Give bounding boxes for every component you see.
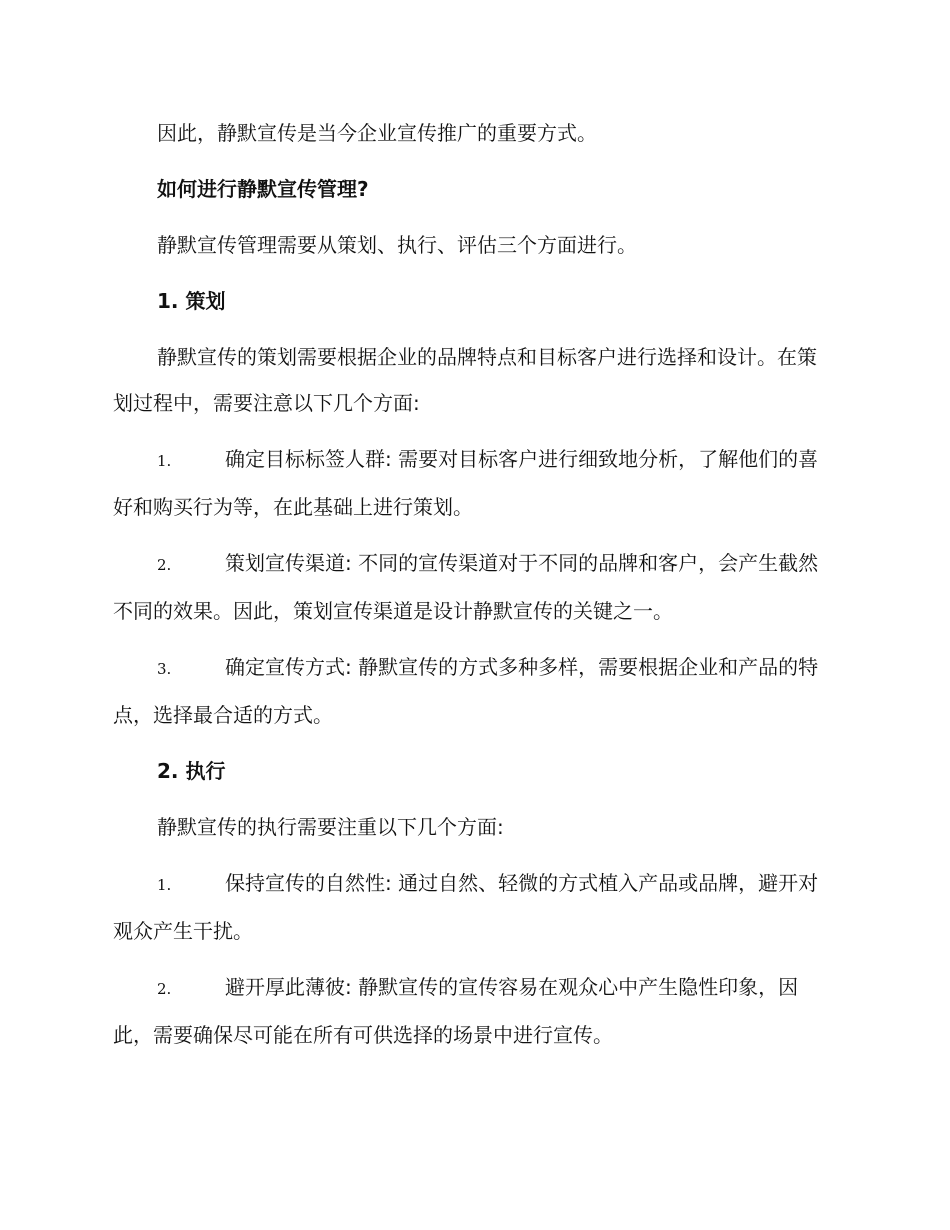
document-body: [113, 110, 833, 1068]
list-item-text: 确定目标标签人群: 需要对目标客户进行细致地分析，了解他们的喜好和购买行为等，在此基础上进行策划。: [113, 447, 819, 519]
list-item-text: 确定宣传方式: 静默宣传的方式多种多样，需要根据企业和产品的特点，选择最合适的方式。: [113, 655, 819, 727]
question-heading: 如何进行静默宣传管理?: [157, 177, 369, 201]
section2-heading: 2. 执行: [157, 759, 226, 783]
list-item: [113, 860, 833, 954]
list-item-number: 1.: [157, 452, 172, 470]
list-item-text: 策划宣传渠道: 不同的宣传渠道对于不同的品牌和客户，会产生截然不同的效果。因此，策划宣传渠道是设计静默宣传的关键之一。: [113, 551, 819, 623]
list-item-number: 1.: [157, 876, 172, 894]
list-item: [113, 436, 833, 530]
section1-intro-paragraph: 静默宣传的策划需要根据企业的品牌特点和目标客户进行选择和设计。在策划过程中，需要注意以下几个方面:: [113, 345, 817, 415]
list-item-number: 2.: [157, 980, 172, 998]
list-item: [113, 644, 833, 738]
list-item-text: 避开厚此薄彼: 静默宣传的宣传容易在观众心中产生隐性印象，因此，需要确保尽可能在所有可供选择的场景中进行宣传。: [113, 975, 799, 1047]
overview-paragraph: 静默宣传管理需要从策划、执行、评估三个方面进行。: [157, 233, 637, 257]
list-item-number: 3.: [157, 660, 172, 678]
list-item: [113, 964, 833, 1058]
list-item-text: 保持宣传的自然性: 通过自然、轻微的方式植入产品或品牌，避开对观众产生干扰。: [113, 871, 819, 943]
intro-paragraph: 因此，静默宣传是当今企业宣传推广的重要方式。: [157, 121, 597, 145]
list-item: [113, 540, 833, 634]
section2-intro-paragraph: 静默宣传的执行需要注重以下几个方面:: [157, 815, 504, 839]
section1-heading: 1. 策划: [157, 289, 226, 313]
list-item-number: 2.: [157, 556, 172, 574]
